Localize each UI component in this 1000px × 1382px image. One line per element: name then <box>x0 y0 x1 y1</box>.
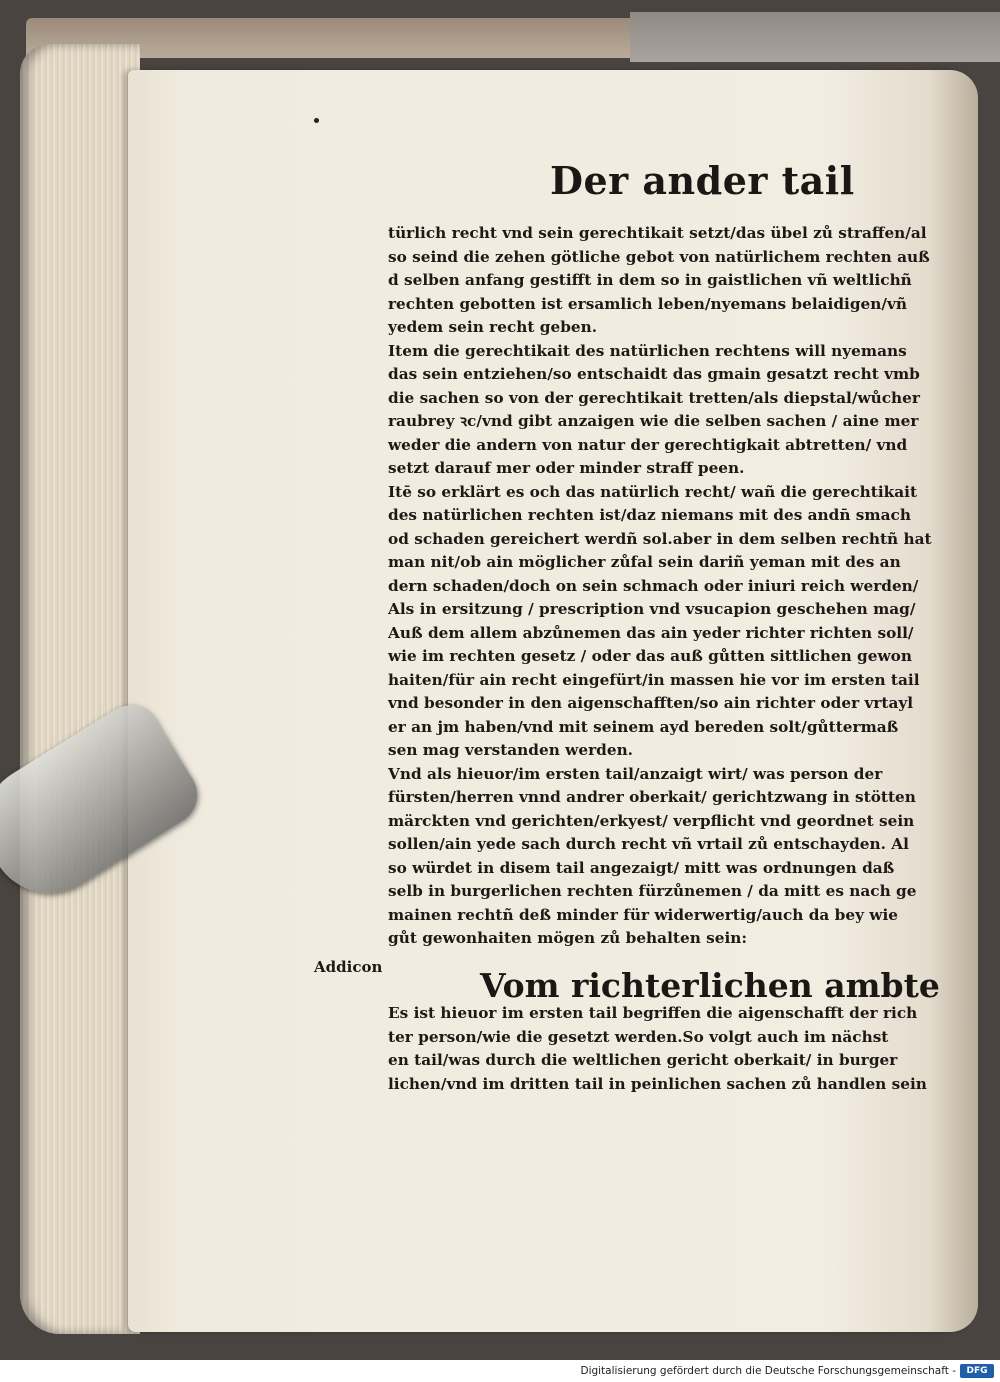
text-line: wie im rechten gesetz / oder das auß gůtten sittlichen gewon <box>388 647 912 665</box>
margin-note: Addicon <box>314 958 383 976</box>
text-line: mainen rechtñ deß minder für widerwertig/auch da bey wie <box>388 905 899 924</box>
text-line: weder die andern von natur der gerechtigkait abtretten/ vnd <box>388 435 908 454</box>
text-line: so würdet in disem tail angezaigt/ mitt was ordnungen daß <box>388 858 895 877</box>
text-line: haiten/für ain recht eingefürt/in massen hie vor im ersten tail <box>388 670 920 689</box>
text-line: Item die gerechtikait des natürlichen rechtens will nyemans <box>388 341 907 360</box>
text-line: d selben anfang gestifft in dem so in gaistlichen vñ weltlichñ <box>388 271 912 289</box>
page-dot-mark <box>314 118 319 123</box>
text-line: Auß dem allem abzůnemen das ain yeder richter richten soll/ <box>388 623 914 642</box>
text-line: od schaden gereichert werdñ sol.aber in dem selben rechtñ hat <box>388 529 932 548</box>
leather-binding <box>630 12 1000 62</box>
text-line: Als in ersitzung / prescription vnd vsucapion geschehen mag/ <box>388 600 916 618</box>
body-text-block-2 <box>388 1002 928 1096</box>
text-line: yedem sein recht geben. <box>388 318 598 336</box>
text-line: gůt gewonhaiten mögen zů behalten sein: <box>388 929 748 947</box>
text-line: selb in burgerlichen rechten fürzůnemen / da mitt es nach ge <box>388 882 917 900</box>
section-heading: Vom richterlichen ambte <box>480 966 940 1005</box>
text-line: so seind die zehen götliche gebot von natürlichem rechten auß <box>388 247 930 266</box>
text-line: vnd besonder in den aigenschafften/so ain richter oder vrtayl <box>388 694 914 712</box>
text-line: rechten gebotten ist ersamlich leben/nyemans belaidigen/vñ <box>388 294 908 313</box>
body-text-block <box>388 222 932 951</box>
text-line: die sachen so von der gerechtikait tretten/als diepstal/wůcher <box>388 388 920 407</box>
text-line: sen mag verstanden werden. <box>388 741 634 759</box>
text-line: raubrey ꝛc/vnd gibt anzaigen wie die selben sachen / aine mer <box>388 412 919 430</box>
text-line: Es ist hieuor im ersten tail begriffen die aigenschafft der rich <box>388 1004 918 1022</box>
text-line: Vnd als hieuor/im ersten tail/anzaigt wirt/ was person der <box>388 764 883 783</box>
running-heading: Der ander tail <box>550 158 855 203</box>
text-line: das sein entziehen/so entschaidt das gmain gesatzt recht vmb <box>388 365 920 383</box>
text-line: sollen/ain yede sach durch recht vñ vrtail zů entschayden. Al <box>388 835 909 853</box>
text-line: ter person/wie die gesetzt werden.So volgt auch im nächst <box>388 1027 889 1046</box>
text-line: türlich recht vnd sein gerechtikait setzt/das übel zů straffen/al <box>388 224 927 242</box>
text-line: setzt darauf mer oder minder straff peen. <box>388 459 745 477</box>
footer-bar <box>0 1360 1000 1382</box>
text-line: er an jm haben/vnd mit seinem ayd bereden solt/gůttermaß <box>388 717 899 736</box>
text-line: fürsten/herren vnnd andrer oberkait/ gerichtzwang in stötten <box>388 788 916 806</box>
text-line: des natürlichen rechten ist/daz niemans mit des andn̄ smach <box>388 506 911 524</box>
text-line: dern schaden/doch on sein schmach oder iniuri reich werden/ <box>388 576 919 595</box>
text-line: en tail/was durch die weltlichen gericht oberkait/ in burger <box>388 1051 898 1069</box>
page-stack-edges <box>20 44 140 1334</box>
text-line: märckten vnd gerichten/erkyest/ verpflicht vnd geordnet sein <box>388 811 915 830</box>
dfg-logo: DFG <box>960 1364 994 1378</box>
footer-credit: Digitalisierung gefördert durch die Deutsche Forschungsgemeinschaft - <box>580 1365 956 1377</box>
text-line: Itē so erklärt es och das natürlich recht/ wañ die gerechtikait <box>388 482 918 501</box>
text-line: man nit/ob ain möglicher zůfal sein dariñ yeman mit des an <box>388 553 901 571</box>
text-line: lichen/vnd im dritten tail in peinlichen sachen zů handlen sein <box>388 1074 927 1093</box>
